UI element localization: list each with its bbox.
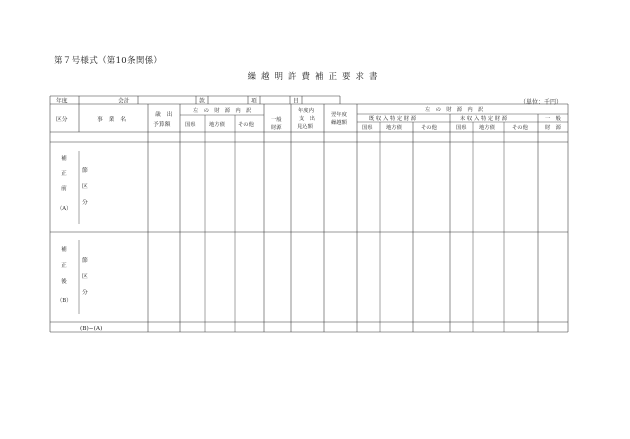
national-header-1: 国県 bbox=[185, 122, 196, 128]
svg-text:（A）: （A） bbox=[57, 206, 72, 212]
kubun-header: 区分 bbox=[56, 117, 68, 123]
svg-text:分: 分 bbox=[82, 290, 88, 296]
before-correction-label bbox=[57, 154, 71, 212]
fiscal-year-label: 年度 bbox=[56, 98, 68, 105]
main-grid bbox=[50, 104, 568, 332]
year-exp-header-3: 見込額 bbox=[297, 124, 313, 130]
expenditure-header-2: 予算額 bbox=[153, 122, 171, 128]
svg-text:節: 節 bbox=[82, 258, 88, 264]
national-header-2: 国県 bbox=[362, 125, 373, 131]
general-header-2a: 一 般 bbox=[545, 116, 561, 122]
unit-label: （単位：千円） bbox=[520, 99, 563, 106]
carryover-header-1: 翌年度 bbox=[331, 112, 347, 118]
other-header-2: その他 bbox=[421, 125, 437, 131]
general-header-1a: 一般 bbox=[271, 117, 282, 123]
svg-text:正: 正 bbox=[61, 263, 67, 269]
general-header-1b: 財源 bbox=[271, 125, 282, 131]
other-header-3: その他 bbox=[512, 125, 528, 131]
form-number: 第７号様式（第10条関係） bbox=[54, 56, 163, 66]
breakdown-header-right: 左 の 財 源 内 訳 bbox=[425, 107, 484, 113]
setsu-kubun-before bbox=[82, 166, 88, 206]
after-correction-label bbox=[57, 245, 72, 304]
form-title: 繰越明許費補正要求書 bbox=[247, 72, 383, 82]
svg-text:正: 正 bbox=[61, 171, 67, 177]
general-header-2b: 財 源 bbox=[545, 125, 561, 131]
svg-text:区: 区 bbox=[82, 274, 88, 280]
svg-text:節: 節 bbox=[82, 168, 88, 174]
svg-text:前: 前 bbox=[61, 186, 67, 192]
unreceived-header: 未 収 入 特 定 財 源 bbox=[460, 116, 508, 122]
project-name-header: 事 業 名 bbox=[97, 117, 126, 123]
svg-text:補: 補 bbox=[61, 156, 67, 162]
top-row bbox=[50, 96, 568, 105]
local-bond-header-2: 地方債 bbox=[386, 125, 402, 131]
other-header-1: その他 bbox=[238, 122, 254, 128]
section-label: 款 bbox=[199, 98, 205, 105]
year-exp-header-1: 年度内 bbox=[298, 108, 314, 114]
received-header: 既 収 入 特 定 財 源 bbox=[369, 116, 417, 122]
breakdown-header-left: 左 の 財 源 内 訳 bbox=[193, 108, 252, 114]
local-bond-header-3: 地方債 bbox=[479, 125, 495, 131]
sub-item-label: 目 bbox=[293, 98, 299, 105]
year-exp-header-2: 支 出 bbox=[299, 116, 315, 122]
carryover-header-2: 繰越額 bbox=[331, 120, 347, 126]
setsu-kubun-after bbox=[82, 256, 88, 296]
national-header-3: 国県 bbox=[456, 125, 467, 131]
svg-text:区: 区 bbox=[82, 184, 88, 190]
difference-label: (B)−(A) bbox=[80, 326, 103, 332]
svg-text:後: 後 bbox=[61, 279, 67, 285]
svg-text:（B）: （B） bbox=[57, 298, 72, 304]
expenditure-header-1: 歳 出 bbox=[155, 112, 173, 118]
account-label: 会計 bbox=[118, 98, 130, 105]
local-bond-header-1: 地方債 bbox=[209, 122, 225, 128]
item-label: 項 bbox=[251, 98, 257, 105]
svg-text:補: 補 bbox=[61, 247, 67, 253]
svg-text:分: 分 bbox=[82, 200, 88, 206]
header-labels bbox=[56, 105, 562, 131]
